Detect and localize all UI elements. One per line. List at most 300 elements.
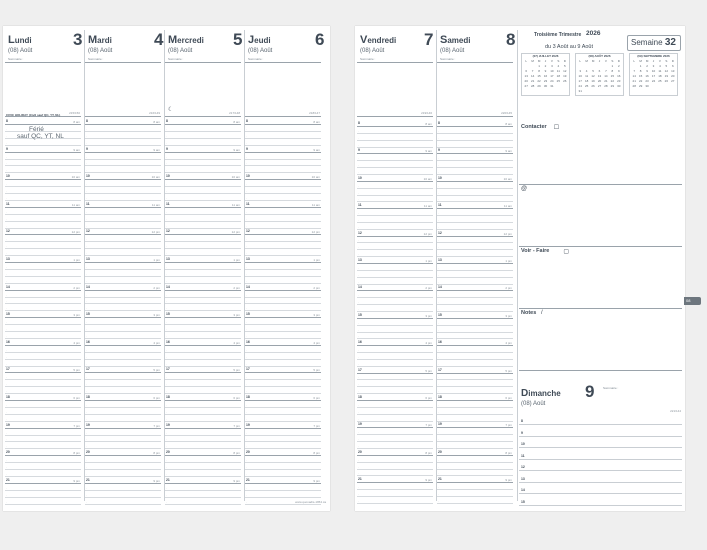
time-slot-line[interactable] [437,359,513,360]
time-slot-line[interactable] [5,469,81,470]
time-slot-line[interactable] [437,311,513,312]
mini-calendar-day[interactable]: 20 [597,79,602,83]
mini-calendar-day[interactable]: 10 [578,74,582,78]
time-slot-line[interactable] [357,147,433,148]
time-slot-line[interactable] [85,241,161,242]
time-slot-line[interactable] [357,304,433,305]
time-slot-line[interactable] [85,303,161,304]
mini-calendar-day[interactable]: 4 [659,64,661,68]
mini-calendar-day[interactable]: 24 [550,79,554,83]
time-slot-line[interactable] [245,400,321,401]
time-slot-line[interactable] [165,338,241,339]
time-slot-line[interactable] [165,248,241,249]
time-slot-line[interactable] [85,462,161,463]
mini-calendar-day[interactable]: 16 [543,74,548,78]
time-slot-line[interactable] [437,475,513,476]
sunday-time-line[interactable] [519,505,682,506]
time-slot-line[interactable] [245,248,321,249]
time-slot-line[interactable] [5,379,81,380]
time-slot-line[interactable] [5,228,81,229]
time-slot-line[interactable] [437,126,513,127]
time-slot-line[interactable] [437,297,513,298]
mini-calendar-day[interactable]: 5 [592,69,594,73]
mini-calendar-day[interactable]: 22 [610,79,615,83]
mini-calendar-day[interactable]: 12 [664,69,669,73]
time-slot-line[interactable] [245,345,321,346]
time-slot-line[interactable] [5,221,81,222]
mini-calendar-day[interactable]: S [665,59,668,63]
time-slot-line[interactable] [437,201,513,202]
time-slot-line[interactable] [5,441,81,442]
time-slot-line[interactable] [437,249,513,250]
time-slot-line[interactable] [85,497,161,498]
time-slot-line[interactable] [5,207,81,208]
time-slot-line[interactable] [85,400,161,401]
time-slot-line[interactable] [437,407,513,408]
time-slot-line[interactable] [245,269,321,270]
mini-calendar-day[interactable]: 13 [597,74,602,78]
time-slot-line[interactable] [437,338,513,339]
time-slot-line[interactable] [85,276,161,277]
mini-calendar-day[interactable]: 23 [645,79,649,83]
time-slot-line[interactable] [165,476,241,477]
mini-calendar-day[interactable]: 11 [658,69,662,73]
time-slot-line[interactable] [245,379,321,380]
time-slot-line[interactable] [357,503,433,504]
time-slot-line[interactable] [437,188,513,189]
time-slot-line[interactable] [357,373,433,374]
time-slot-line[interactable] [357,462,433,463]
time-slot-line[interactable] [437,284,513,285]
sunday-time-line[interactable] [519,447,682,448]
time-slot-line[interactable] [165,172,241,173]
mini-calendar-day[interactable]: D [617,59,620,63]
time-slot-line[interactable] [5,331,81,332]
time-slot-line[interactable] [5,345,81,346]
time-slot-line[interactable] [357,448,433,449]
time-slot-line[interactable] [245,179,321,180]
time-slot-line[interactable] [245,165,321,166]
time-slot-line[interactable] [357,455,433,456]
mini-calendar-day[interactable]: D [671,59,674,63]
mini-calendar-day[interactable]: 12 [563,69,567,73]
time-slot-line[interactable] [357,434,433,435]
time-slot-line[interactable] [357,284,433,285]
time-slot-line[interactable] [245,359,321,360]
time-slot-line[interactable] [165,414,241,415]
time-slot-line[interactable] [245,428,321,429]
mini-calendar-day[interactable]: 17 [651,74,656,78]
mini-calendar-day[interactable]: V [604,59,607,63]
mini-calendar-day[interactable]: J [544,59,547,63]
mini-calendar-day[interactable]: 6 [525,69,528,73]
time-slot-line[interactable] [85,193,161,194]
time-slot-line[interactable] [245,276,321,277]
time-slot-line[interactable] [5,200,81,201]
mini-calendar-day[interactable]: 1 [611,64,614,68]
mini-calendar-day[interactable]: 22 [638,79,643,83]
month-tab[interactable]: 08 [684,297,701,305]
time-slot-line[interactable] [85,131,161,132]
mini-calendar-day[interactable]: 8 [639,69,642,73]
time-slot-line[interactable] [165,193,241,194]
time-slot-line[interactable] [165,186,241,187]
time-slot-line[interactable] [85,338,161,339]
time-slot-line[interactable] [165,283,241,284]
time-slot-line[interactable] [85,372,161,373]
mini-calendar-day[interactable]: 2 [544,64,547,68]
mini-calendar-day[interactable]: 21 [604,79,608,83]
time-slot-line[interactable] [5,497,81,498]
time-slot-line[interactable] [5,214,81,215]
time-slot-line[interactable] [165,448,241,449]
mini-calendar-day[interactable]: 21 [530,79,535,83]
time-slot-line[interactable] [437,263,513,264]
mini-calendar-day[interactable]: 31 [578,89,582,93]
time-slot-line[interactable] [357,421,433,422]
mini-calendar-day[interactable]: 11 [556,69,560,73]
time-slot-line[interactable] [437,304,513,305]
time-slot-line[interactable] [165,462,241,463]
time-slot-line[interactable] [5,435,81,436]
time-slot-line[interactable] [357,208,433,209]
mini-calendar-day[interactable]: J [652,59,655,63]
time-slot-line[interactable] [5,255,81,256]
mini-calendar-day[interactable]: 27 [524,84,528,88]
time-slot-line[interactable] [165,262,241,263]
time-slot-line[interactable] [357,256,433,257]
time-slot-line[interactable] [357,263,433,264]
mini-calendar-day[interactable]: J [598,59,601,63]
time-slot-line[interactable] [437,167,513,168]
time-slot-line[interactable] [5,455,81,456]
time-slot-line[interactable] [5,393,81,394]
mini-calendar-day[interactable]: S [557,59,560,63]
time-slot-line[interactable] [85,428,161,429]
mini-calendar-day[interactable]: 23 [543,79,548,83]
time-slot-line[interactable] [165,324,241,325]
mini-calendar-day[interactable]: 28 [530,84,535,88]
time-slot-line[interactable] [437,379,513,380]
time-slot-line[interactable] [437,160,513,161]
time-slot-line[interactable] [165,221,241,222]
time-slot-line[interactable] [5,283,81,284]
time-slot-line[interactable] [165,145,241,146]
time-slot-line[interactable] [245,407,321,408]
time-slot-line[interactable] [357,352,433,353]
time-slot-line[interactable] [245,331,321,332]
mini-calendar-day[interactable]: 5 [665,64,668,68]
time-slot-line[interactable] [245,338,321,339]
time-slot-line[interactable] [245,414,321,415]
time-slot-line[interactable] [357,489,433,490]
time-slot-line[interactable] [245,159,321,160]
time-slot-line[interactable] [165,290,241,291]
time-slot-line[interactable] [5,476,81,477]
mini-calendar-day[interactable]: 19 [563,74,567,78]
mini-calendar-day[interactable]: 19 [591,79,595,83]
mini-calendar-day[interactable]: 26 [664,79,669,83]
time-slot-line[interactable] [437,215,513,216]
time-slot-line[interactable] [85,414,161,415]
time-slot-line[interactable] [5,366,81,367]
time-slot-line[interactable] [357,475,433,476]
time-slot-line[interactable] [5,359,81,360]
time-slot-line[interactable] [85,352,161,353]
time-slot-line[interactable] [357,242,433,243]
time-slot-line[interactable] [437,147,513,148]
time-slot-line[interactable] [437,489,513,490]
time-slot-line[interactable] [437,345,513,346]
mini-calendar-day[interactable]: 2 [646,64,648,68]
time-slot-line[interactable] [437,277,513,278]
time-slot-line[interactable] [245,352,321,353]
time-slot-line[interactable] [357,181,433,182]
time-slot-line[interactable] [85,490,161,491]
time-slot-line[interactable] [437,386,513,387]
time-slot-line[interactable] [85,255,161,256]
time-slot-line[interactable] [5,448,81,449]
time-slot-line[interactable] [357,290,433,291]
time-slot-line[interactable] [85,290,161,291]
time-slot-line[interactable] [165,214,241,215]
mini-calendar-day[interactable]: 18 [556,74,561,78]
time-slot-line[interactable] [437,462,513,463]
mini-calendar-day[interactable]: 9 [617,69,620,73]
time-slot-line[interactable] [245,145,321,146]
time-slot-line[interactable] [165,352,241,353]
mini-calendar-day[interactable]: M [585,59,588,63]
mini-calendar-day[interactable]: 4 [557,64,560,68]
time-slot-line[interactable] [437,441,513,442]
time-slot-line[interactable] [5,400,81,401]
time-slot-line[interactable] [245,497,321,498]
time-slot-line[interactable] [245,324,321,325]
mini-calendar-day[interactable]: L [525,59,528,63]
mini-calendar-day[interactable]: 31 [550,84,554,88]
time-slot-line[interactable] [85,317,161,318]
sunday-time-line[interactable] [519,424,682,425]
mini-calendar-day[interactable]: 27 [597,84,602,88]
time-slot-line[interactable] [165,207,241,208]
mini-calendar-day[interactable]: 9 [646,69,648,73]
mini-calendar-day[interactable]: 6 [598,69,601,73]
time-slot-line[interactable] [437,229,513,230]
mini-calendar-day[interactable] [562,84,568,89]
time-slot-line[interactable] [5,234,81,235]
time-slot-line[interactable] [245,303,321,304]
time-slot-line[interactable] [245,221,321,222]
time-slot-line[interactable] [357,469,433,470]
time-slot-line[interactable] [5,317,81,318]
time-slot-line[interactable] [245,186,321,187]
mini-calendar-day[interactable]: 3 [579,69,582,73]
time-slot-line[interactable] [357,160,433,161]
time-slot-line[interactable] [245,462,321,463]
time-slot-line[interactable] [165,200,241,201]
time-slot-line[interactable] [165,407,241,408]
time-slot-line[interactable] [357,366,433,367]
time-slot-line[interactable] [437,434,513,435]
time-slot-line[interactable] [437,174,513,175]
time-slot-line[interactable] [357,332,433,333]
time-slot-line[interactable] [437,208,513,209]
time-slot-line[interactable] [85,421,161,422]
time-slot-line[interactable] [165,469,241,470]
mini-calendar-day[interactable]: 26 [563,79,567,83]
time-slot-line[interactable] [357,482,433,483]
mini-calendar-day[interactable]: 17 [578,79,582,83]
time-slot-line[interactable] [437,421,513,422]
time-slot-line[interactable] [165,124,241,125]
time-slot-line[interactable] [165,276,241,277]
mini-calendar-day[interactable]: 5 [563,64,566,68]
time-slot-line[interactable] [245,193,321,194]
time-slot-line[interactable] [437,140,513,141]
mini-calendar-day[interactable]: 20 [524,79,528,83]
time-slot-line[interactable] [357,195,433,196]
time-slot-line[interactable] [245,255,321,256]
time-slot-line[interactable] [437,332,513,333]
time-slot-line[interactable] [165,131,241,132]
time-slot-line[interactable] [357,140,433,141]
publisher-url[interactable]: www.quovadis-1954.ca [295,500,326,504]
time-slot-line[interactable] [165,483,241,484]
time-slot-line[interactable] [437,195,513,196]
time-slot-line[interactable] [165,255,241,256]
mini-calendar-day[interactable]: 29 [610,84,615,88]
time-slot-line[interactable] [85,283,161,284]
time-slot-line[interactable] [437,181,513,182]
time-slot-line[interactable] [5,165,81,166]
mini-calendar-day[interactable]: 22 [537,79,541,83]
time-slot-line[interactable] [245,386,321,387]
time-slot-line[interactable] [85,152,161,153]
time-slot-line[interactable] [5,352,81,353]
time-slot-line[interactable] [5,297,81,298]
time-slot-line[interactable] [357,270,433,271]
time-slot-line[interactable] [437,496,513,497]
time-slot-line[interactable] [85,228,161,229]
time-slot-line[interactable] [165,504,241,505]
time-slot-line[interactable] [357,386,433,387]
time-slot-line[interactable] [85,435,161,436]
mini-calendar-day[interactable]: 27 [671,79,675,83]
mini-calendar-day[interactable]: 11 [585,74,589,78]
time-slot-line[interactable] [5,152,81,153]
sunday-time-line[interactable] [519,482,682,483]
time-slot-line[interactable] [85,172,161,173]
time-slot-line[interactable] [245,421,321,422]
time-slot-line[interactable] [245,241,321,242]
time-slot-line[interactable] [357,167,433,168]
time-slot-line[interactable] [245,490,321,491]
time-slot-line[interactable] [85,455,161,456]
mini-calendar-day[interactable]: V [550,59,553,63]
time-slot-line[interactable] [5,193,81,194]
time-slot-line[interactable] [5,483,81,484]
time-slot-line[interactable] [85,234,161,235]
time-slot-line[interactable] [245,448,321,449]
time-slot-line[interactable] [165,393,241,394]
time-slot-line[interactable] [85,262,161,263]
mini-calendar-day[interactable]: 24 [651,79,656,83]
time-slot-line[interactable] [165,386,241,387]
time-slot-line[interactable] [85,138,161,139]
time-slot-line[interactable] [85,448,161,449]
mini-calendar-day[interactable]: 16 [617,74,621,78]
time-slot-line[interactable] [5,241,81,242]
time-slot-line[interactable] [245,317,321,318]
mini-calendar-day[interactable]: 7 [633,69,636,73]
time-slot-line[interactable] [245,262,321,263]
time-slot-line[interactable] [5,269,81,270]
time-slot-line[interactable] [85,186,161,187]
time-slot-line[interactable] [245,214,321,215]
time-slot-line[interactable] [165,138,241,139]
mini-calendar-day[interactable]: 6 [671,64,674,68]
time-slot-line[interactable] [85,124,161,125]
time-slot-line[interactable] [165,269,241,270]
time-slot-line[interactable] [85,359,161,360]
time-slot-line[interactable] [245,469,321,470]
mini-calendar-day[interactable]: 3 [652,64,655,68]
time-slot-line[interactable] [437,318,513,319]
time-slot-line[interactable] [437,400,513,401]
time-slot-line[interactable] [357,359,433,360]
time-slot-line[interactable] [165,345,241,346]
time-slot-line[interactable] [165,497,241,498]
mini-calendar-day[interactable]: 19 [664,74,669,78]
mini-calendar-day[interactable]: 18 [584,79,589,83]
time-slot-line[interactable] [245,455,321,456]
mini-calendar-day[interactable]: 1 [538,64,540,68]
time-slot-line[interactable] [165,297,241,298]
time-slot-line[interactable] [245,228,321,229]
mini-calendar-day[interactable]: 4 [585,69,588,73]
time-slot-line[interactable] [85,379,161,380]
time-slot-line[interactable] [5,407,81,408]
time-slot-line[interactable] [165,366,241,367]
time-slot-line[interactable] [165,234,241,235]
time-slot-line[interactable] [85,159,161,160]
time-slot-line[interactable] [437,236,513,237]
mini-calendar-day[interactable]: M [537,59,541,63]
mini-calendar-day[interactable]: 3 [551,64,553,68]
time-slot-line[interactable] [357,400,433,401]
time-slot-line[interactable] [245,476,321,477]
mini-calendar-day[interactable]: 30 [645,84,649,88]
time-slot-line[interactable] [85,366,161,367]
mini-calendar-day[interactable]: 10 [651,69,656,73]
time-slot-line[interactable] [5,490,81,491]
time-slot-line[interactable] [357,338,433,339]
time-slot-line[interactable] [5,324,81,325]
time-slot-line[interactable] [437,427,513,428]
mini-calendar-day[interactable]: M [531,59,534,63]
time-slot-line[interactable] [165,159,241,160]
time-slot-line[interactable] [85,269,161,270]
sunday-time-line[interactable] [519,470,682,471]
mini-calendar-day[interactable]: 15 [610,74,615,78]
time-slot-line[interactable] [5,372,81,373]
time-slot-line[interactable] [85,200,161,201]
time-slot-line[interactable] [357,427,433,428]
time-slot-line[interactable] [165,241,241,242]
time-slot-line[interactable] [5,338,81,339]
time-slot-line[interactable] [5,276,81,277]
time-slot-line[interactable] [357,407,433,408]
